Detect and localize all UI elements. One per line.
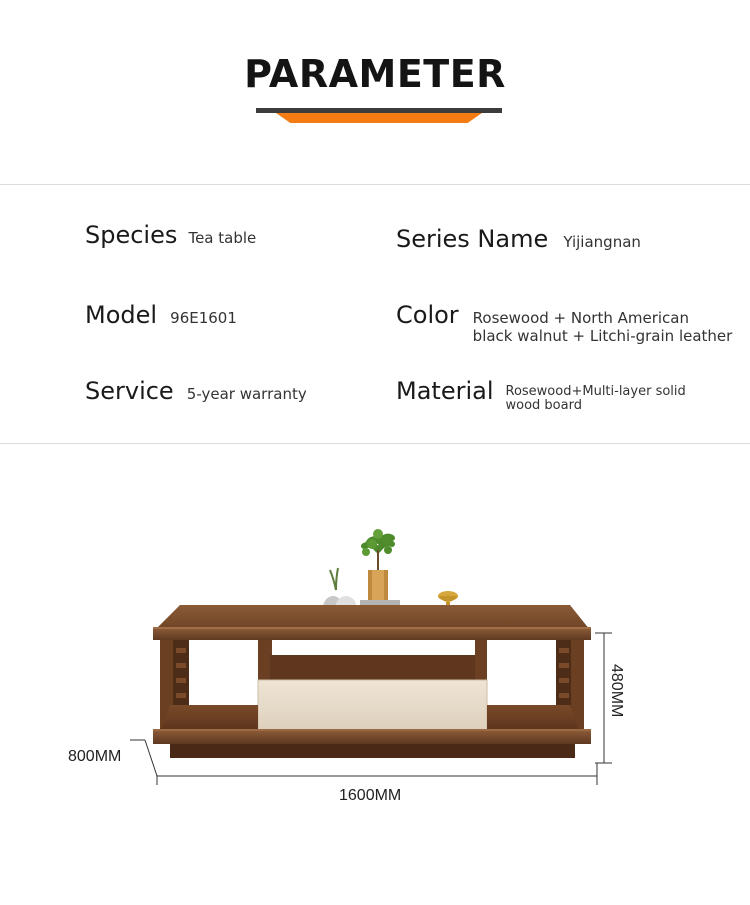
page-title: PARAMETER <box>244 52 506 96</box>
center-cabinet <box>258 640 487 732</box>
param-value: Yijiangnan <box>563 233 641 251</box>
title-accent-bar <box>276 113 482 123</box>
param-value-line: wood board <box>505 398 582 413</box>
table-top <box>153 605 591 640</box>
param-label: Color <box>396 301 459 329</box>
param-label: Species <box>85 221 178 249</box>
param-value <box>473 309 733 345</box>
width-label: 1600MM <box>339 787 402 804</box>
param-model <box>85 301 237 329</box>
param-label: Material <box>396 377 494 405</box>
param-value: 96E1601 <box>170 309 237 327</box>
param-value-line: Rosewood + North American <box>472 309 689 327</box>
tea-table-diagram <box>0 520 750 840</box>
param-label: Model <box>85 301 158 329</box>
param-material <box>396 377 686 413</box>
height-label: 480MM <box>608 664 625 718</box>
param-value-line: black walnut + Litchi-grain leather <box>472 327 733 345</box>
param-service <box>85 377 307 405</box>
param-value-line: Rosewood+Multi-layer solid <box>505 384 686 399</box>
param-series-name <box>396 225 641 253</box>
divider-top <box>0 184 750 185</box>
param-color <box>396 301 732 345</box>
param-value: Tea table <box>188 229 257 247</box>
param-value: 5-year warranty <box>186 385 307 403</box>
title-underline <box>256 108 502 113</box>
param-label: Service <box>85 377 174 405</box>
param-label: Series Name <box>396 225 549 253</box>
divider-bottom <box>0 443 750 444</box>
depth-label: 800MM <box>68 748 122 765</box>
param-value <box>506 385 686 413</box>
param-species <box>85 221 256 249</box>
